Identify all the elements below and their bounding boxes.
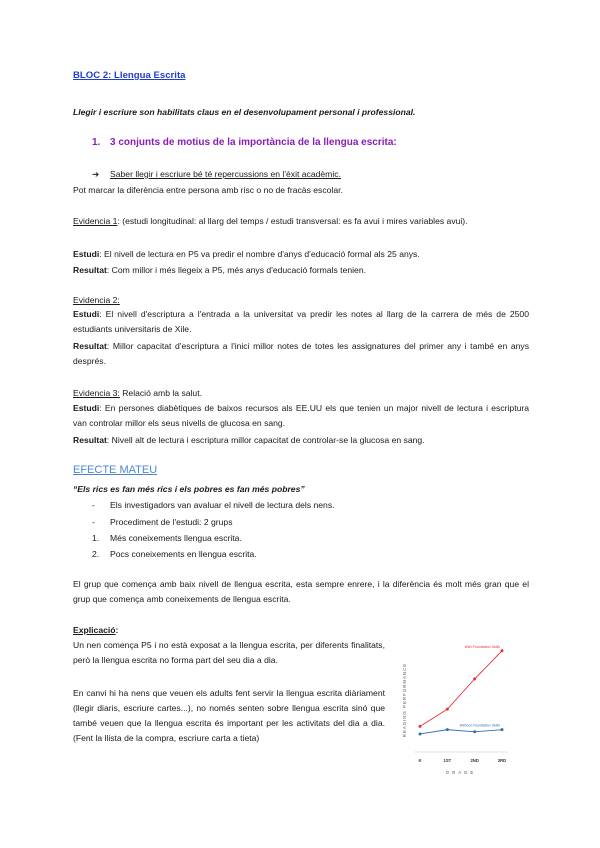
ev1-estudi: Estudi: El nivell de lectura en P5 va predir el nombre d'anys d'educació formal als 25 anys. bbox=[73, 249, 420, 259]
x-axis-label: GRADE bbox=[445, 770, 477, 775]
data-point bbox=[419, 732, 422, 735]
ev3-head: Evidencia 3: Relació amb la salut. bbox=[73, 388, 202, 398]
bullet-mark: - bbox=[92, 500, 95, 510]
page-title[interactable]: BLOC 2: Llengua Escrita bbox=[73, 70, 186, 81]
bullet-mark: - bbox=[92, 517, 95, 527]
ev2-estudi: Estudi: El nivell d'escriptura a l'entrada a la universitat va predir les notes al llarg de la carrera de més de 2500 estudiants universitaris de Xile. bbox=[73, 309, 529, 334]
reading-performance-chart bbox=[398, 636, 528, 775]
bullet-mark: 2. bbox=[92, 549, 100, 559]
intro-text: Llegir i escriure son habilitats claus en el desenvolupament personal i professional. bbox=[73, 107, 416, 117]
quote: “Els rics es fan més rics i els pobres es fan més pobres” bbox=[73, 484, 305, 494]
explicacio-label: Explicació: bbox=[73, 625, 119, 635]
series-line bbox=[420, 730, 502, 734]
y-axis-label: READING PERFORMANCE bbox=[402, 662, 407, 738]
series-line bbox=[420, 651, 502, 727]
list-item: Procediment de l'estudi: 2 grups bbox=[110, 517, 233, 527]
x-tick-label: K bbox=[418, 758, 422, 763]
heading-1: 3 conjunts de motius de la importància de la llengua escrita: bbox=[110, 137, 397, 148]
data-point bbox=[501, 649, 504, 652]
ev1-desc: Evidencia 1: (estudi longitudinal: al llarg del temps / estudi transversal: es fa avui i mires variables avui). bbox=[73, 216, 468, 226]
list-item: Més coneixements llengua escrita. bbox=[110, 533, 242, 543]
bullet-mark: 1. bbox=[92, 533, 100, 543]
line-diferencia: Pot marcar la diferència entre persona amb risc o no de fracàs escolar. bbox=[73, 185, 343, 195]
arrow-icon: ➔ bbox=[92, 169, 100, 179]
series-label: Without Foundation Skills bbox=[459, 723, 500, 728]
paragraph-grup: El grup que comença amb baix nivell de llengua escrita, esta sempre enrere, i la diferència és molt més gran que el grup que comença amb coneixements de llengua escrita. bbox=[73, 579, 529, 604]
series-label: With Foundation Skills bbox=[464, 644, 500, 649]
ev2-label: Evidencia 2: bbox=[73, 295, 120, 305]
data-point bbox=[446, 708, 449, 711]
explicacio-p2: En canvi hi ha nens que veuen els adults fent servir la llengua escrita diàriament (llegir diaris, escriure cartes...), no només senten sobre llengua escrita sinó que també veuen que la llengua escrita és important per les activitats del dia a dia. (Fent la llista de la compra, escriure carta a tieta) bbox=[73, 688, 385, 743]
arrow-item: Saber llegir i escriure bé té repercussions en l'èxit acadèmic. bbox=[110, 169, 341, 179]
data-point bbox=[419, 725, 422, 728]
data-point bbox=[446, 728, 449, 731]
x-tick-label: 1ST bbox=[443, 758, 452, 763]
efecte-mateu-heading: EFECTE MATEU bbox=[73, 464, 158, 476]
x-tick-label: 2ND bbox=[470, 758, 479, 763]
ev1-label: Evidencia 1 bbox=[73, 216, 118, 226]
x-tick-label: 3RD bbox=[497, 758, 507, 763]
ev2-resultat: Resultat: Millor capacitat d'escriptura a l'inici millor notes de totes les assignatures del primer any i també en anys després. bbox=[73, 341, 529, 366]
ev3-estudi: Estudi: En persones diabètiques de baixos recursos als EE.UU els que tenien un major nivell de lectura i escriptura van controlar millor els seus nivells de glucosa en sang. bbox=[73, 403, 529, 428]
list-item: Els investigadors van avaluar el nivell de lectura dels nens. bbox=[110, 500, 335, 510]
list-item: Pocs coneixements en llengua escrita. bbox=[110, 549, 257, 559]
data-point bbox=[473, 677, 476, 680]
ev3-resultat: Resultat: Nivell alt de lectura i escriptura millor capacitat de controlar-se la glucosa en sang. bbox=[73, 435, 425, 445]
data-point bbox=[473, 730, 476, 733]
heading-1-number: 1. bbox=[92, 137, 101, 148]
ev1-resultat: Resultat: Com millor i més llegeix a P5, més anys d'educació formals tenien. bbox=[73, 265, 366, 275]
explicacio-p1: Un nen comença P5 i no està exposat a la llengua escrita, per diferents finalitats, però la llengua escrita no forma part del seu dia a dia. bbox=[73, 640, 385, 665]
data-point bbox=[501, 728, 504, 731]
